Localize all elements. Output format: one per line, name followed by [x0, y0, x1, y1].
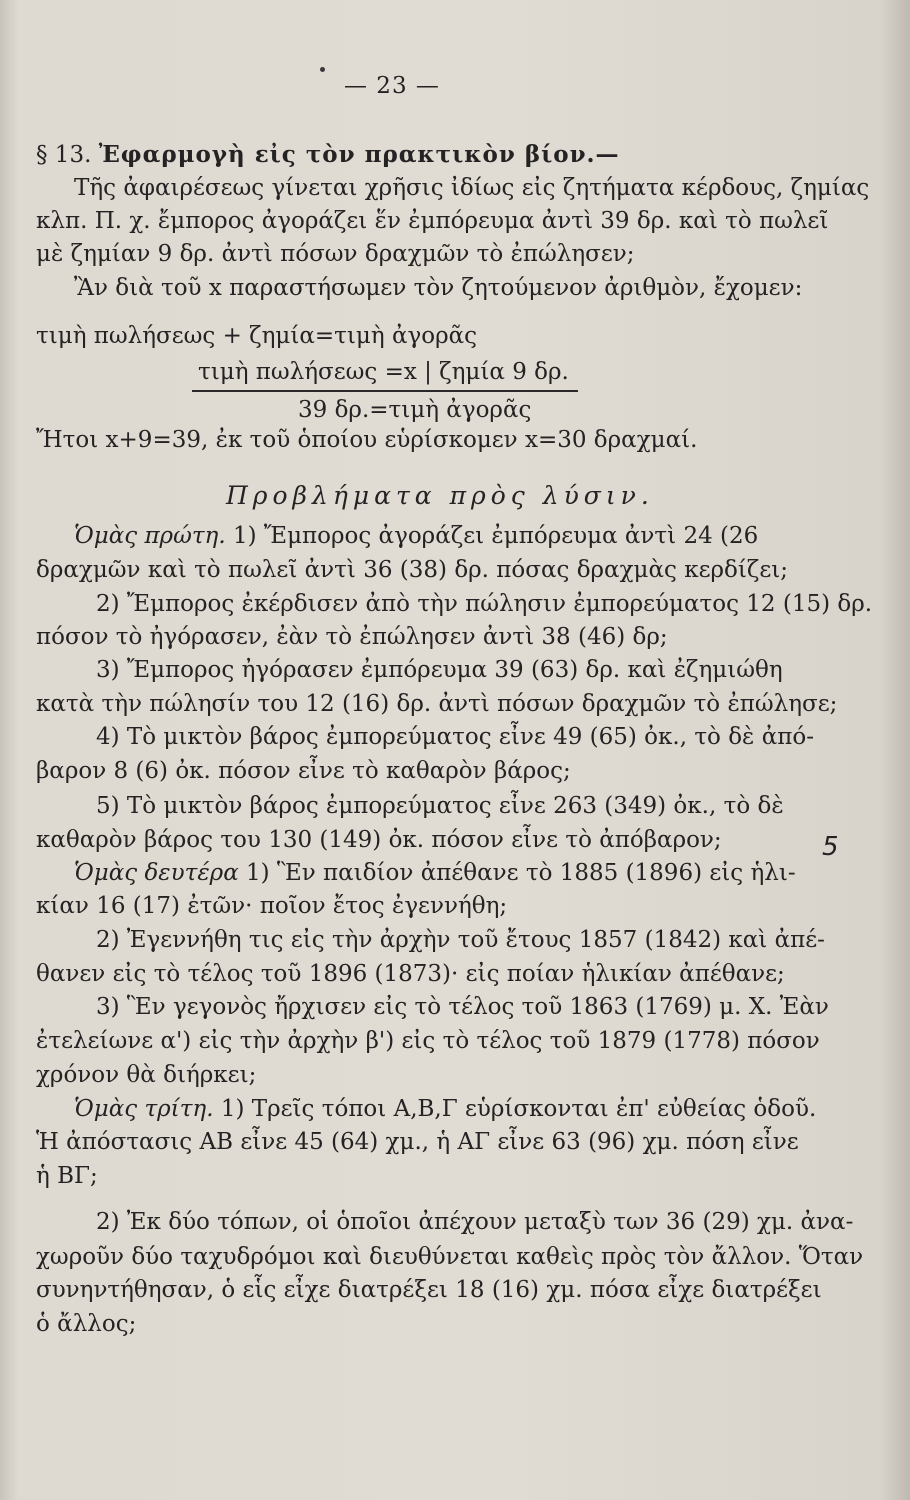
group2-problem3-line2: ἐτελείωνε α') εἰς τὴν ἀρχὴν β') εἰς τὸ τέλος τοῦ 1879 (1778) πόσον	[36, 1028, 820, 1054]
intro-line-2: κλπ. Π. χ. ἔμπορος ἀγοράζει ἕν ἐμπόρευμα ἀντὶ 39 δρ. καὶ τὸ πωλεῖ	[36, 208, 829, 234]
group1-problem5-line1: 5) Τὸ μικτὸν βάρος ἐμπορεύματος εἶνε 263 (349) ὀκ., τὸ δὲ	[96, 793, 784, 819]
intro-line-1: Τῆς ἀφαιρέσεως γίνεται χρῆσις ἰδίως εἰς ζητήματα κέρδους, ζημίας	[74, 175, 870, 201]
section-number: § 13.	[36, 142, 92, 168]
group1-problem4-line2: βαρον 8 (6) ὀκ. πόσον εἶνε τὸ καθαρὸν βάρος;	[36, 758, 571, 784]
section-title: Ἐφαρμογὴ εἰς τὸν πρακτικὸν βίον.—	[98, 141, 620, 168]
group3-problem2-line2: χωροῦν δύο ταχυδρόμοι καὶ διευθύνεται καθεὶς πρὸς τὸν ἄλλον. Ὅταν	[36, 1244, 864, 1270]
section-heading	[36, 141, 620, 169]
problems-title: Προβλήματα πρὸς λύσιν.	[226, 481, 654, 510]
intro-line-3: μὲ ζημίαν 9 δρ. ἀντὶ πόσων δραχμῶν τὸ ἐπώλησεν;	[36, 241, 635, 267]
group3-problem2-line4: ὁ ἄλλος;	[36, 1311, 137, 1337]
group2-problem1-line1	[74, 859, 796, 887]
group2-label: Ὁμὰς δευτέρα	[74, 860, 239, 886]
group3-problem1-text: 1) Τρεῖς τόποι Α,Β,Γ εὑρίσκονται ἐπ' εὐθείας ὁδοῦ.	[213, 1096, 817, 1122]
margin-note: 5	[822, 832, 839, 862]
formula-line-2: τιμὴ πωλήσεως =x | ζημία 9 δρ.	[198, 359, 569, 385]
group1-problem3-line2: κατὰ τὴν πώλησίν του 12 (16) δρ. ἀντὶ πόσων δραχμῶν τὸ ἐπώλησε;	[36, 691, 838, 717]
group1-problem2-line1: 2) Ἔμπορος ἐκέρδισεν ἀπὸ τὴν πώλησιν ἐμπορεύματος 12 (15) δρ.	[96, 591, 873, 617]
page-number: — 23 —	[344, 73, 440, 99]
ink-dot	[320, 67, 325, 72]
group3-problem2-line1: 2) Ἐκ δύο τόπων, οἱ ὁποῖοι ἀπέχουν μεταξὺ των 36 (29) χμ. ἀνα-	[96, 1209, 854, 1235]
group3-problem1-line1	[74, 1095, 816, 1123]
group2-problem1-line2: κίαν 16 (17) ἐτῶν· ποῖον ἔτος ἐγεννήθη;	[36, 893, 508, 919]
formula-line-4: Ἤτοι x+9=39, ἐκ τοῦ ὁποίου εὑρίσκομεν x=30 δραχμαί.	[36, 427, 698, 453]
group2-problem3-line3: χρόνον θὰ διήρκει;	[36, 1062, 257, 1088]
group3-problem1-line3: ἡ ΒΓ;	[36, 1163, 98, 1189]
group3-problem1-line2: Ἡ ἀπόστασις ΑΒ εἶνε 45 (64) χμ., ἡ ΑΓ εἶνε 63 (96) χμ. πόση εἶνε	[36, 1129, 799, 1155]
group1-problem4-line1: 4) Τὸ μικτὸν βάρος ἐμπορεύματος εἶνε 49 (65) ὀκ., τὸ δὲ ἀπό-	[96, 724, 814, 750]
group1-problem1-line2: δραχμῶν καὶ τὸ πωλεῖ ἀντὶ 36 (38) δρ. πόσας δραχμὰς κερδίζει;	[36, 557, 789, 583]
group1-problem3-line1: 3) Ἔμπορος ἠγόρασεν ἐμπόρευμα 39 (63) δρ. καὶ ἐζημιώθη	[96, 657, 783, 683]
formula-line-1: τιμὴ πωλήσεως + ζημία=τιμὴ ἀγορᾶς	[36, 323, 478, 349]
group1-problem1-line1	[74, 522, 758, 550]
group1-label: Ὁμὰς πρώτη.	[74, 523, 226, 549]
formula-line-3: 39 δρ.=τιμὴ ἀγορᾶς	[298, 397, 532, 423]
group1-problem5-line2: καθαρὸν βάρος του 130 (149) ὀκ. πόσον εἶνε τὸ ἀπόβαρον;	[36, 827, 722, 853]
group2-problem3-line1: 3) Ἓν γεγονὸς ἤρχισεν εἰς τὸ τέλος τοῦ 1863 (1769) μ. Χ. Ἐὰν	[96, 994, 829, 1020]
group2-problem2-line2: θανεν εἰς τὸ τέλος τοῦ 1896 (1873)· εἰς ποίαν ἡλικίαν ἀπέθανε;	[36, 961, 785, 987]
group3-problem2-line3: συνηντήθησαν, ὁ εἷς εἶχε διατρέξει 18 (16) χμ. πόσα εἶχε διατρέξει	[36, 1277, 822, 1303]
formula-rule	[192, 390, 578, 392]
group1-problem1-text: 1) Ἔμπορος ἀγοράζει ἐμπόρευμα ἀντὶ 24 (26	[225, 523, 759, 549]
group3-label: Ὁμὰς τρίτη.	[74, 1096, 214, 1122]
group2-problem2-line1: 2) Ἐγεννήθη τις εἰς τὴν ἀρχὴν τοῦ ἔτους 1857 (1842) καὶ ἀπέ-	[96, 927, 825, 953]
intro-line-4: Ἂν διὰ τοῦ x παραστήσωμεν τὸν ζητούμενον ἀριθμὸν, ἔχομεν:	[74, 275, 803, 301]
group1-problem2-line2: πόσον τὸ ἠγόρασεν, ἐὰν τὸ ἐπώλησεν ἀντὶ 38 (46) δρ;	[36, 624, 668, 650]
group2-problem1-text: 1) Ἓν παιδίον ἀπέθανε τὸ 1885 (1896) εἰς ἡλι-	[238, 860, 796, 886]
